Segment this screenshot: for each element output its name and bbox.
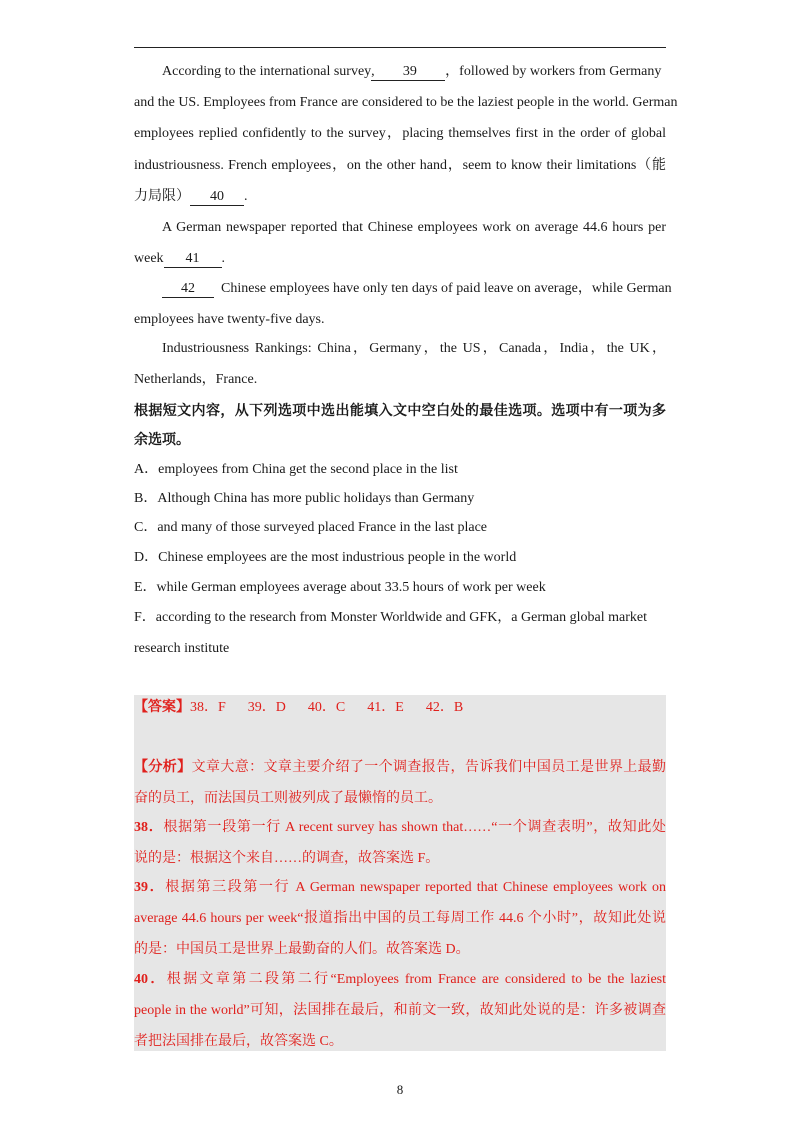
passage-line: A German newspaper reported that Chinese employees work on average 44.6 hours per — [162, 220, 666, 235]
passage-line: industriousness. French employees，on the other hand，seem to know their limitations（能 — [134, 158, 666, 173]
analysis-39-line: 的是：中国员工是世界上最勤奋的人们。故答案选 D。 — [134, 942, 470, 957]
instruction-line: 余选项。 — [134, 432, 190, 448]
passage-line: employees have twenty-five days. — [134, 312, 325, 327]
analysis-40-line: 者把法国排在最后，故答案选 C。 — [134, 1034, 343, 1049]
passage-line: Netherlands，France. — [134, 372, 258, 387]
header-rule — [134, 47, 666, 48]
analysis-40-line — [134, 970, 666, 990]
option-c: C．and many of those surveyed placed France in the last place — [134, 520, 487, 535]
option-d: D．Chinese employees are the most industrious people in the world — [134, 550, 517, 565]
passage-text: week — [134, 251, 164, 266]
passage-text: . — [244, 189, 248, 204]
analysis-39-line — [134, 878, 666, 898]
blank-41: 41 — [164, 251, 222, 268]
analysis-text: 根据第一段第一行 A recent survey has shown that……“一个调查表明”，故知此处 — [163, 820, 667, 835]
answer-item: 39．D — [247, 700, 286, 715]
blank-42: 42 — [162, 281, 214, 298]
option-f-continued: research institute — [134, 641, 230, 656]
page-number: 8 — [396, 1082, 404, 1097]
blank-40: 40 — [190, 189, 244, 206]
passage-line: and the US. Employees from France are considered to be the laziest people in the world. German — [134, 95, 678, 110]
analysis-text: 文章大意：文章主要介绍了一个调查报告，告诉我们中国员工是世界上最勤 — [191, 760, 667, 775]
option-f: F．according to the research from Monster Worldwide and GFK，a German global market — [134, 610, 647, 625]
answer-item: 42．B — [425, 700, 464, 715]
passage-line: Industriousness Rankings: China，Germany，the US，Canada，India，the UK， — [162, 341, 666, 356]
analysis-number: 40． — [134, 972, 167, 987]
analysis-39-line: average 44.6 hours per week“报道指出中国的员工每周工作 44.6 个小时”，故知此处说 — [134, 911, 666, 926]
analysis-text: 根据第三段第一行 A German newspaper reported that Chinese employees work on — [165, 880, 667, 895]
blank-39 — [371, 64, 445, 81]
analysis-line — [134, 758, 666, 778]
option-a: A．employees from China get the second place in the list — [134, 462, 458, 477]
analysis-40-line: people in the world”可知，法国排在最后，和前文一致，故知此处说的是：许多被调查 — [134, 1003, 666, 1018]
analysis-text: 根据文章第二段第二行“Employees from France are considered to be the laziest — [166, 972, 667, 987]
analysis-number: 39． — [134, 880, 166, 895]
option-e: E．while German employees average about 33.5 hours of work per week — [134, 580, 546, 595]
answer-line — [134, 698, 666, 718]
blank-comma: , — [371, 64, 375, 79]
answer-item: 40．C — [307, 700, 346, 715]
passage-line — [134, 187, 666, 207]
option-b: B．Although China has more public holidays than Germany — [134, 491, 475, 506]
analysis-line: 奋的员工，而法国员工则被列成了最懒惰的员工。 — [134, 791, 442, 806]
answer-item: 41．E — [367, 700, 404, 715]
passage-line: employees replied confidently to the survey，placing themselves first in the order of global — [134, 126, 666, 141]
answer-box — [134, 695, 666, 1051]
analysis-label: 【分析】 — [134, 760, 192, 775]
blank-number: 39 — [402, 64, 417, 79]
passage-line — [162, 279, 672, 299]
passage-text: According to the international survey — [162, 64, 372, 79]
passage-line — [162, 62, 666, 82]
passage-text: ，followed by workers from Germany — [445, 64, 662, 79]
passage-line — [134, 249, 666, 269]
passage-text: . — [221, 251, 226, 266]
analysis-38-line: 说的是：根据这个来自……的调查，故答案选 F。 — [134, 851, 440, 866]
answer-label: 【答案】 — [134, 700, 190, 715]
analysis-number: 38． — [134, 820, 164, 835]
passage-text: 力局限） — [134, 189, 190, 204]
analysis-38-line — [134, 818, 666, 838]
instruction-line: 根据短文内容，从下列选项中选出能填入文中空白处的最佳选项。选项中有一项为多 — [134, 403, 666, 419]
answer-item: 38．F — [190, 700, 226, 715]
passage-text: Chinese employees have only ten days of paid leave on average，while German — [221, 281, 672, 296]
